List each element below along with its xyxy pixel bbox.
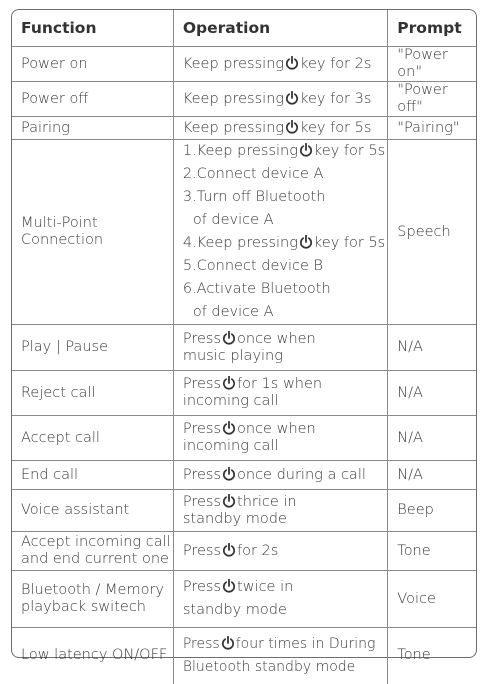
table-row [12,117,476,140]
prompt-cell: Tone [388,532,476,571]
function-text: Bluetooth / Memory [21,582,165,598]
table-row [12,628,476,684]
op-text: Press [182,493,222,510]
power-icon [221,636,235,650]
function-cell: Play | Pause [12,325,173,371]
op-text: Keep pressing [182,90,285,107]
step-text: 1.Keep pressing [182,143,298,159]
op-text: Keep pressing [182,55,285,72]
power-icon [299,143,313,157]
op-text: for 1s when [237,376,323,392]
prompt-cell: N/A [388,371,476,416]
operation-cell [173,82,387,117]
power-icon [222,421,236,435]
prompt-cell: N/A [388,461,476,490]
operation-cell [173,140,387,325]
header-prompt: Prompt [388,10,476,47]
function-cell [12,571,173,628]
header-function: Function [12,10,173,47]
step-text: 5.Connect device B [182,258,323,274]
power-icon [299,235,313,249]
op-text: once during a call [237,466,366,483]
step-text: 4.Keep pressing [182,235,298,251]
prompt-cell: N/A [388,416,476,461]
operation-cell [173,461,387,490]
op-text: for 2s [237,542,279,559]
op-text: Press [182,542,222,559]
op-text: Press [182,466,222,483]
function-cell: Pairing [12,117,173,140]
operation-cell [173,47,387,82]
op-text: four times in During [235,635,376,652]
function-cell: Power off [12,82,173,117]
power-icon [285,56,299,70]
operation-cell [173,628,387,684]
op-text: thrice in [237,493,297,510]
step-text: 2.Connect device A [182,166,324,182]
prompt-cell: "Power on" [388,47,476,82]
header-operation: Operation [173,10,387,47]
op-text: standby mode [182,510,287,527]
operation-cell [173,325,387,371]
function-cell: Multi-Point Connection [12,140,173,325]
op-text: incoming call [182,438,279,454]
table-row [12,371,476,416]
power-icon [222,376,236,390]
op-text: twice in [237,579,294,595]
operation-cell [173,416,387,461]
table-row [12,140,476,325]
operation-cell [173,490,387,532]
operation-cell [173,571,387,628]
prompt-cell: N/A [388,325,476,371]
function-table [12,10,476,684]
header-row [12,10,476,47]
table-row [12,82,476,117]
power-icon [222,494,236,508]
power-icon [222,467,236,481]
op-text: Keep pressing [182,119,285,136]
operation-cell [173,117,387,140]
function-text: playback switech [21,599,146,615]
power-icon [285,91,299,105]
step-text: key for 5s [313,235,386,251]
table-row [12,416,476,461]
operation-cell [173,371,387,416]
prompt-cell: Voice [388,571,476,628]
table-row [12,461,476,490]
operation-cell [173,532,387,571]
op-text: standby mode [182,602,287,618]
op-text: key for 2s [300,55,372,72]
op-text: music playing [182,347,283,364]
function-cell: End call [12,461,173,490]
prompt-cell: Speech [388,140,476,325]
op-text: key for 5s [300,119,372,136]
op-text: incoming call [182,393,279,409]
power-icon [222,579,236,593]
op-text: Press [182,376,222,392]
op-text: once when [237,421,316,437]
step-text: of device A [192,304,274,320]
function-cell [12,532,173,571]
function-cell: Accept call [12,416,173,461]
function-cell: Voice assistant [12,490,173,532]
op-text: Bluetooth standby mode [182,658,356,675]
prompt-cell: "Pairing" [388,117,476,140]
function-table-frame [11,9,477,675]
table-row [12,571,476,628]
step-text: key for 5s [313,143,386,159]
table-row [12,532,476,571]
step-text: 6.Activate Bluetooth [182,281,331,297]
step-text: 3.Turn off Bluetooth [182,189,326,205]
power-icon [222,331,236,345]
step-text: of device A [192,212,274,228]
op-text: once when [237,330,316,347]
function-text: Accept incoming call [21,534,171,550]
op-text: Press [182,579,222,595]
op-text: Press [182,635,220,652]
prompt-cell: "Power off" [388,82,476,117]
table-row [12,325,476,371]
op-text: key for 3s [300,90,372,107]
function-text: and end current one [21,551,169,567]
prompt-cell: Beep [388,490,476,532]
power-icon [285,120,299,134]
prompt-cell: Tone [388,628,476,684]
table-row [12,47,476,82]
function-cell: Reject call [12,371,173,416]
op-text: Press [182,330,222,347]
op-text: Press [182,421,222,437]
power-icon [222,543,236,557]
function-cell: Low latency ON/OFF [12,628,173,684]
table-row [12,490,476,532]
function-cell: Power on [12,47,173,82]
